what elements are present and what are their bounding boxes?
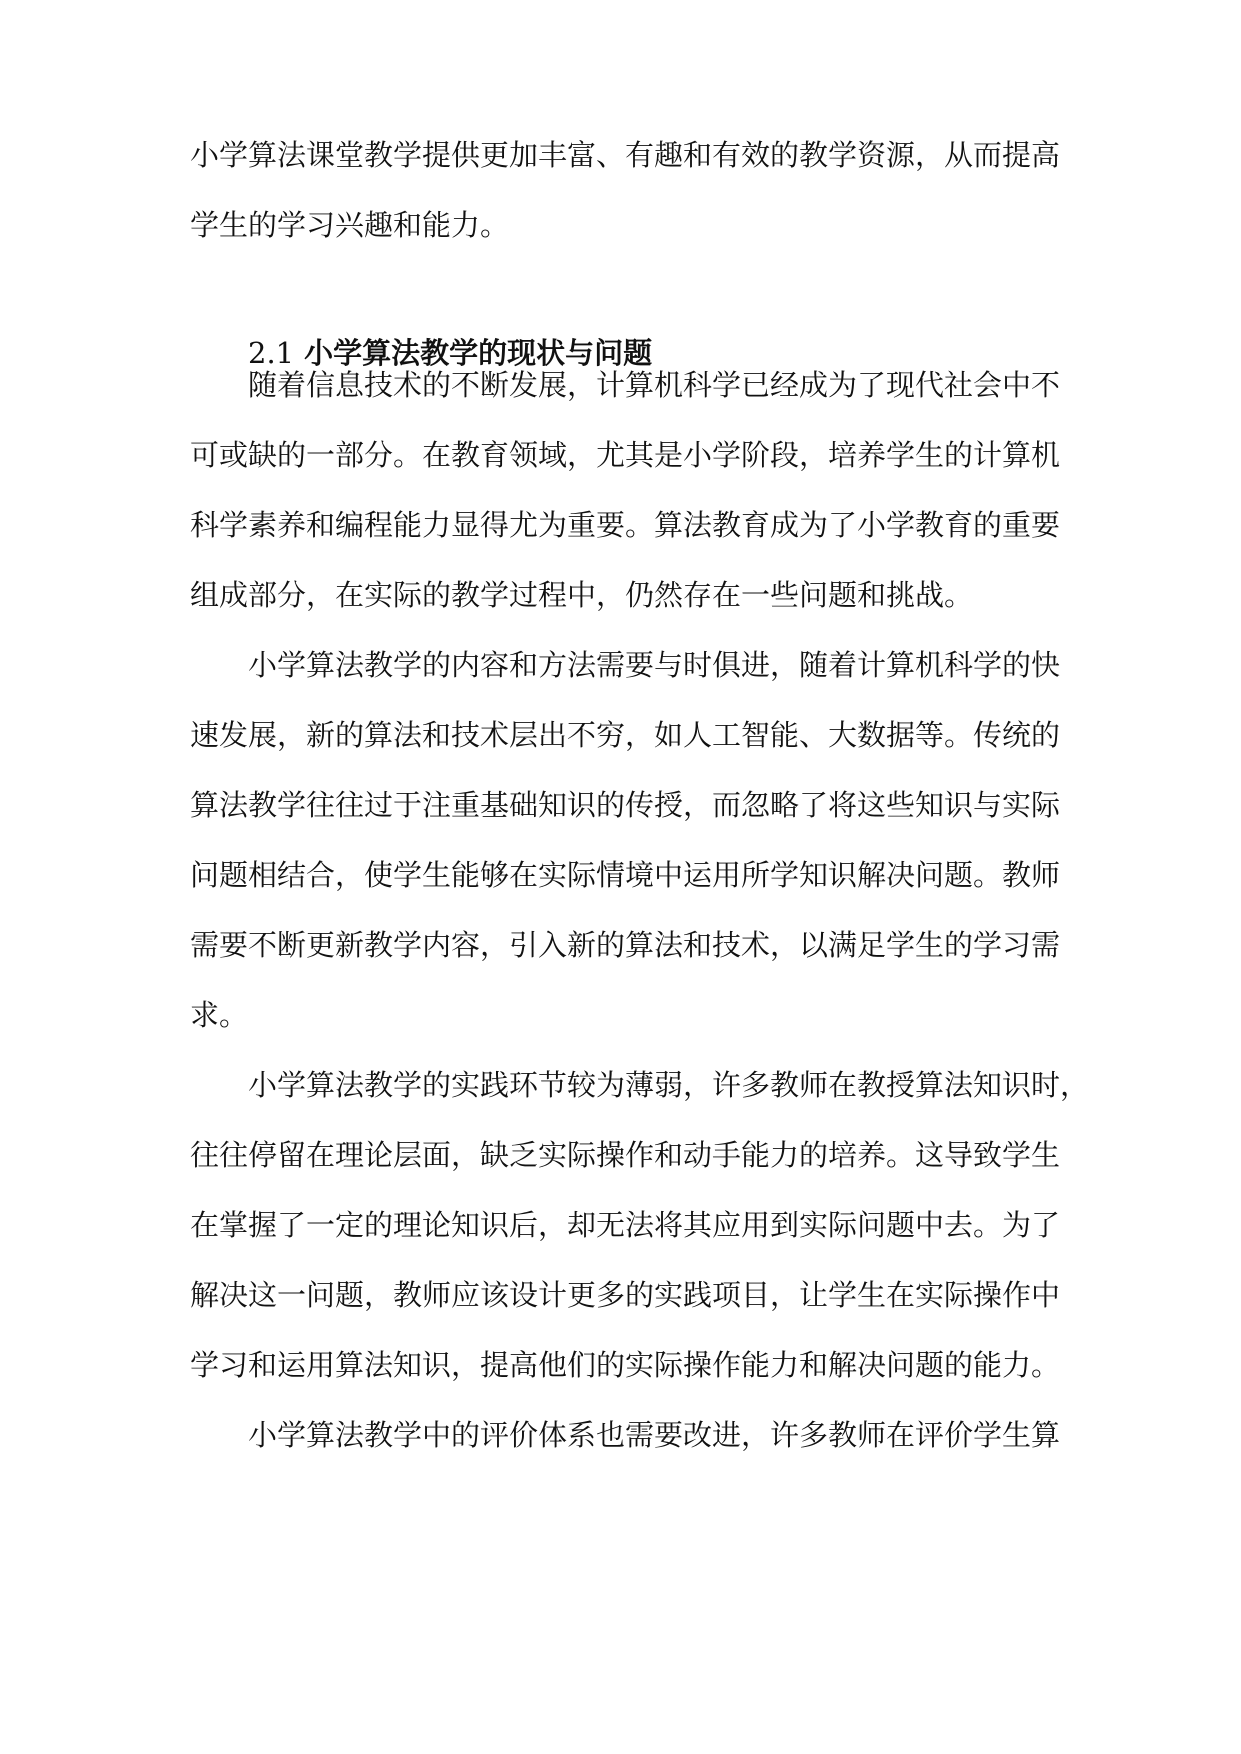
text-line: 组成部分，在实际的教学过程中，仍然存在一些问题和挑战。: [190, 578, 974, 612]
text-line: 往往停留在理论层面，缺乏实际操作和动手能力的培养。这导致学生: [190, 1138, 1061, 1172]
text-line: 可或缺的一部分。在教育领域，尤其是小学阶段，培养学生的计算机: [190, 438, 1061, 472]
text-line: 小学算法课堂教学提供更加丰富、有趣和有效的教学资源，从而提高: [190, 138, 1061, 172]
text-line: 随着信息技术的不断发展，计算机科学已经成为了现代社会中不: [248, 368, 1061, 402]
text-line: 算法教学往往过于注重基础知识的传授，而忽略了将这些知识与实际: [190, 788, 1061, 822]
text-line: 科学素养和编程能力显得尤为重要。算法教育成为了小学教育的重要: [190, 508, 1061, 542]
text-line: 在掌握了一定的理论知识后，却无法将其应用到实际问题中去。为了: [190, 1208, 1061, 1242]
text-line: 学习和运用算法知识，提高他们的实际操作能力和解决问题的能力。: [190, 1348, 1061, 1382]
text-line: 解决这一问题，教师应该设计更多的实践项目，让学生在实际操作中: [190, 1278, 1061, 1312]
text-line: 学生的学习兴趣和能力。: [190, 208, 510, 242]
text-line: 小学算法教学的实践环节较为薄弱，许多教师在教授算法知识时，: [248, 1068, 1090, 1102]
text-line: 速发展，新的算法和技术层出不穷，如人工智能、大数据等。传统的: [190, 718, 1061, 752]
text-line: 小学算法教学中的评价体系也需要改进，许多教师在评价学生算: [248, 1418, 1061, 1452]
section-number: 2.1: [248, 336, 295, 370]
text-line: 求。: [190, 998, 249, 1032]
text-line: 小学算法教学的内容和方法需要与时俱进，随着计算机科学的快: [248, 648, 1061, 682]
section-title: 小学算法教学的现状与问题: [304, 336, 653, 370]
text-line: 需要不断更新教学内容，引入新的算法和技术，以满足学生的学习需: [190, 928, 1061, 962]
text-line: 问题相结合，使学生能够在实际情境中运用所学知识解决问题。教师: [190, 858, 1061, 892]
